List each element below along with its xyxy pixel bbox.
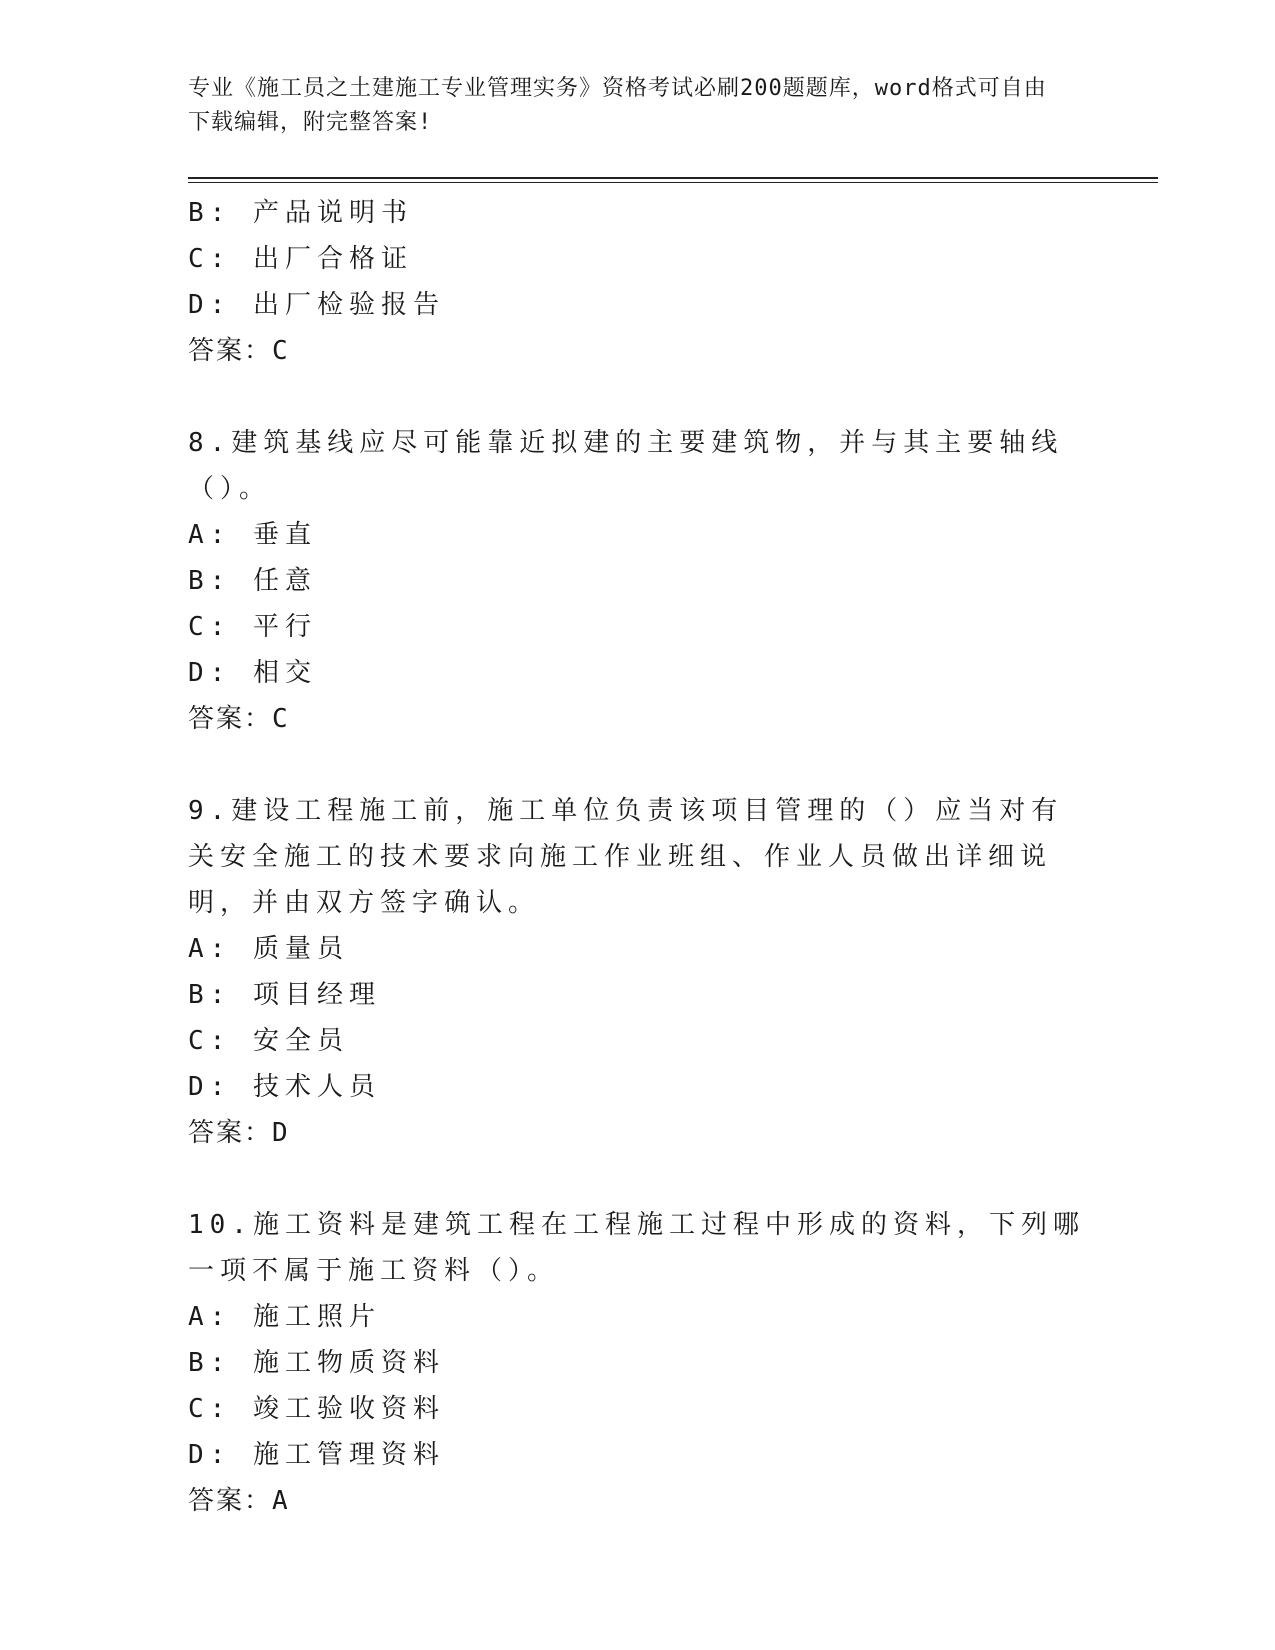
option-a: A: 垂直 <box>188 520 317 550</box>
question-8 <box>188 420 1088 742</box>
option-c: C: 出厂合格证 <box>188 244 413 274</box>
question-text: 8.建筑基线应尽可能靠近拟建的主要建筑物，并与其主要轴线（）。 <box>188 428 1064 504</box>
option-a: A: 施工照片 <box>188 1302 381 1332</box>
option-b: B: 任意 <box>188 566 317 596</box>
option-b: B: 项目经理 <box>188 980 381 1010</box>
answer-line: 答案：C <box>188 704 290 734</box>
option-d: D: 出厂检验报告 <box>188 290 445 320</box>
header-divider <box>188 177 1158 179</box>
option-d: D: 施工管理资料 <box>188 1440 445 1470</box>
spacer <box>188 742 1088 788</box>
question-10 <box>188 1202 1088 1524</box>
spacer <box>188 374 1088 420</box>
answer-line: 答案：D <box>188 1118 290 1148</box>
option-a: A: 质量员 <box>188 934 349 964</box>
option-b: B: 产品说明书 <box>188 198 413 228</box>
question-9 <box>188 788 1088 1156</box>
page-header-title: 专业《施工员之土建施工专业管理实务》资格考试必刷200题题库，word格式可自由下载编辑，附完整答案! <box>188 76 1047 135</box>
question-text: 9.建设工程施工前，施工单位负责该项目管理的（）应当对有关安全施工的技术要求向施工作业班组、作业人员做出详细说明，并由双方签字确认。 <box>188 796 1064 918</box>
question-list <box>188 190 1088 1524</box>
option-b: B: 施工物质资料 <box>188 1348 445 1378</box>
option-c: C: 安全员 <box>188 1026 349 1056</box>
answer-line: 答案：A <box>188 1486 290 1516</box>
question-7-continuation <box>188 190 1088 374</box>
option-c: C: 竣工验收资料 <box>188 1394 445 1424</box>
question-text: 10.施工资料是建筑工程在工程施工过程中形成的资料，下列哪一项不属于施工资料（）。 <box>188 1210 1085 1286</box>
answer-line: 答案：C <box>188 336 290 366</box>
spacer <box>188 1156 1088 1202</box>
header-divider-thin <box>188 182 1158 183</box>
option-d: D: 相交 <box>188 658 317 688</box>
option-d: D: 技术人员 <box>188 1072 381 1102</box>
option-c: C: 平行 <box>188 612 317 642</box>
